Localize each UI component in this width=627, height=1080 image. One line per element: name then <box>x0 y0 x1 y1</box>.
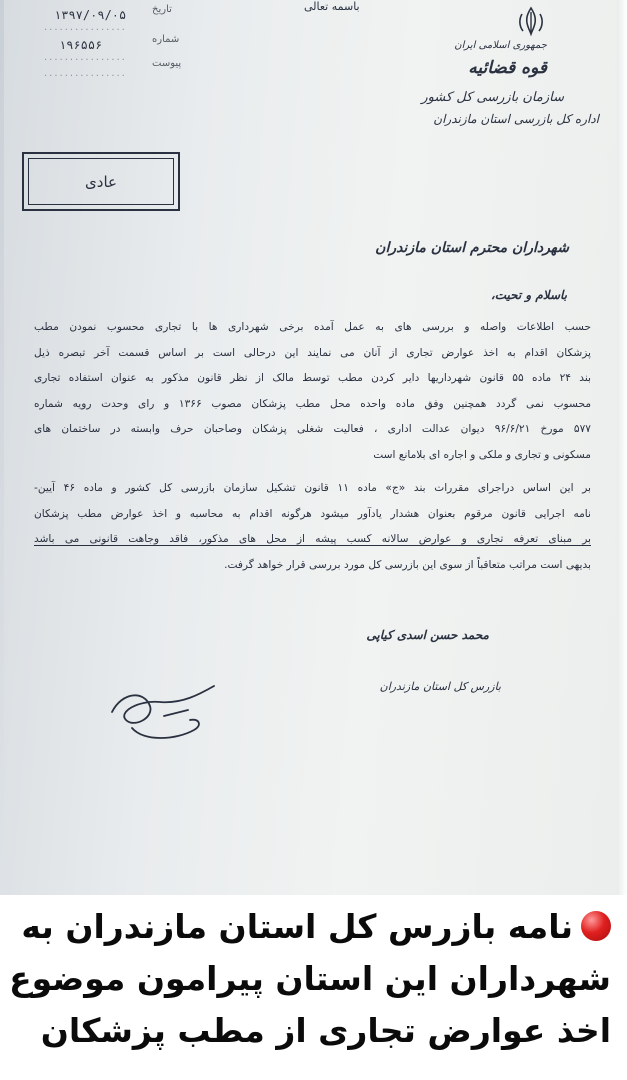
signatory-title: بازرس کل استان مازندران <box>379 680 501 693</box>
org-provincial: اداره کل بازرسی استان مازندران <box>433 112 599 126</box>
letter-date: ۱۳۹۷/۰۹/۰۵ <box>54 8 127 22</box>
iran-emblem-icon <box>514 4 548 38</box>
dotted-line: ................ <box>44 68 127 79</box>
body-line: محسوب نمی گردد همچنین وفق ماده واحده محل مطب پزشکان مصوب ۱۳۶۶ و رای وحدت رویه شماره <box>34 397 591 410</box>
dotted-line: ................ <box>44 52 127 63</box>
letter-number: ۱۹۶۵۵۶ <box>59 38 103 52</box>
body-line: بر این اساس دراجرای مقررات بند «ج» ماده ۱۱ قانون تشکیل سازمان بازرسی کل کشور و ماده ۴۶ آیین- <box>34 482 591 494</box>
red-circle-icon <box>581 911 611 941</box>
top-heading: باسمه تعالی <box>304 0 360 13</box>
attachment-label: پیوست <box>152 58 182 69</box>
org-judiciary: قوه قضائیه <box>468 58 547 78</box>
signature-scribble <box>104 672 224 752</box>
caption-text <box>8 901 611 1057</box>
body-line: مسکونی و تجاری و ملکی و اجاره ای بلامانع است <box>373 448 591 461</box>
body-line: نامه اجرایی قانون مرقوم بعنوان هشدار یادآور میشود هرگونه اقدام به محاسبه و اخذ عوارض مطب پزشکان <box>34 507 591 520</box>
letter-body <box>34 315 591 578</box>
body-line: حسب اطلاعات واصله و بررسی های به عمل آمده برخی شهرداری ها با تجاری محسوب نمودن مطب <box>34 321 591 333</box>
classification-label: عادی <box>28 158 174 205</box>
body-line: بدیهی است مراتب متعاقباً از سوی این بازرسی کل مورد بررسی قرار خواهد گرفت. <box>224 558 591 571</box>
body-line: ۵۷۷ مورخ ۹۶/۶/۲۱ دیوان عدالت اداری ، فعالیت شغلی پزشکان وصاحبان حرف وابسته در ساختمان های <box>34 423 591 435</box>
org-inspection: سازمان بازرسی کل کشور <box>421 90 564 105</box>
signatory-name: محمد حسن اسدی کیاپی <box>366 628 489 642</box>
body-line: بند ۲۴ ماده ۵۵ قانون شهرداریها دایر کردن مطب توسط مالک از نظر قانون مذکور به عنوان استفاده تجاری <box>34 372 591 384</box>
greeting: باسلام و تحیت، <box>490 288 567 302</box>
underlined-text: بر مبنای تعرفه تجاری و عوارض سالانه کسب پیشه از محل های مذکور، فاقد وجاهت قانونی می باشد <box>34 533 591 545</box>
body-line: پزشکان اقدام به اخذ عوارض تجاری از آنان می نمایند این درحالی است بر اساس قسمت آخر تبصره ذیل <box>34 346 591 359</box>
caption-headline: نامه بازرس کل استان مازندران به شهرداران این استان پیرامون موضوع اخذ عوارض تجاری از مطب پزشکان <box>9 907 611 1050</box>
number-label: شماره <box>152 34 180 45</box>
letter-paper <box>4 0 619 895</box>
recipient: شهرداران محترم استان مازندران <box>375 240 569 256</box>
photo-edge <box>617 0 627 895</box>
dotted-line: ................ <box>44 22 127 33</box>
classification-box <box>22 152 180 211</box>
date-label: تاریخ <box>152 4 172 15</box>
caption-area <box>0 895 627 1080</box>
org-republic: جمهوری اسلامی ایران <box>454 40 547 51</box>
body-line-underlined <box>34 527 591 553</box>
